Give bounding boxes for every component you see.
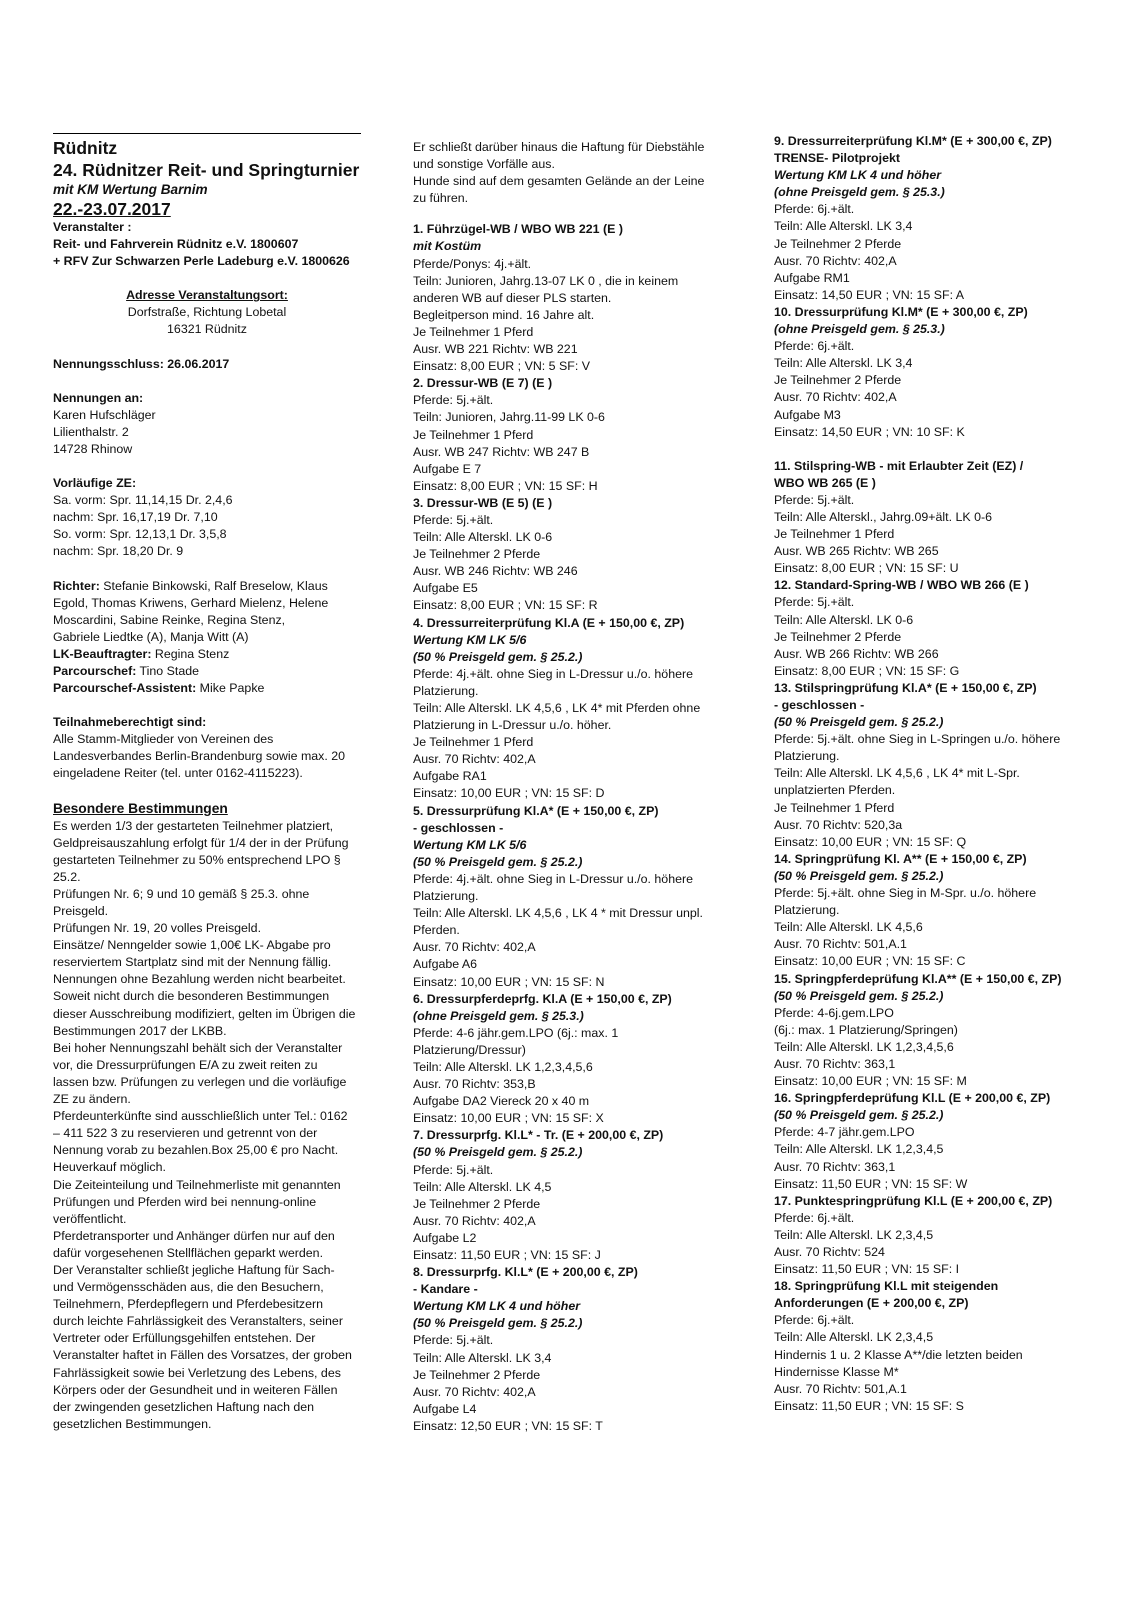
competition-note: (50 % Preisgeld gem. § 25.2.) xyxy=(774,988,944,1003)
judges-names: Stefanie Binkowski, Ralf Breselow, Klaus xyxy=(99,578,328,593)
competition-detail: Pferde: 5j.+ält. xyxy=(413,1162,494,1177)
competition-detail: Pferde: 6j.+ält. xyxy=(774,1210,855,1225)
competition-detail: Teiln: Alle Alterskl. LK 4,5 xyxy=(413,1179,552,1194)
competition-detail: Teiln: Alle Alterskl. LK 3,4 xyxy=(413,1350,552,1365)
competition-item xyxy=(413,615,713,803)
competition-detail: Pferde: 5j.+ält. xyxy=(774,492,855,507)
competition-detail: Teiln: Alle Alterskl. LK 0-6 xyxy=(774,612,914,627)
competition-note: Wertung KM LK 4 und höher xyxy=(413,1299,581,1314)
competition-detail: Pferde/Ponys: 4j.+ält. xyxy=(413,256,532,271)
competition-title: 3. Dressur-WB (E 5) (E ) xyxy=(413,495,553,510)
competition-list-right xyxy=(774,133,1084,1415)
special-line: gestarteten Teilnehmer zu 50% entsprechend LPO § xyxy=(53,852,341,867)
competition-detail: Ausr. WB 246 Richtv: WB 246 xyxy=(413,564,578,579)
competition-detail: Ausr. WB 221 Richtv: WB 221 xyxy=(413,342,578,357)
competition-detail: Einsatz: 11,50 EUR ; VN: 15 SF: I xyxy=(774,1262,960,1277)
competition-detail: Teiln: Alle Alterskl., Jahrg.09+ält. LK 0-6 xyxy=(774,509,992,524)
competition-detail: Teiln: Alle Alterskl. LK 0-6 xyxy=(413,530,553,545)
entries-line: Lilienthalstr. 2 xyxy=(53,424,129,439)
competition-detail: Ausr. 70 Richtv: 402,A xyxy=(774,390,897,405)
competition-title: 8. Dressurprfg. Kl.L* (E + 200,00 €, ZP) xyxy=(413,1265,638,1280)
competition-item xyxy=(774,971,1084,1091)
competition-detail: Aufgabe RA1 xyxy=(413,769,487,784)
venue-line1: Dorfstraße, Richtung Lobetal xyxy=(127,305,287,320)
competition-title: 1. Führzügel-WB / WBO WB 221 (E ) xyxy=(413,222,623,237)
competition-detail: Ausr. 70 Richtv: 402,A xyxy=(774,253,897,268)
competition-title: 7. Dressurprfg. Kl.L* - Tr. (E + 200,00 €, ZP) xyxy=(413,1128,664,1143)
competition-detail: Je Teilnehmer 2 Pferde xyxy=(774,373,902,388)
competition-detail: Anforderungen (E + 200,00 €, ZP) xyxy=(774,1296,969,1311)
competition-note: Wertung KM LK 5/6 xyxy=(413,632,527,647)
competition-detail: Aufgabe L2 xyxy=(413,1230,477,1245)
competition-note: (50 % Preisgeld gem. § 25.2.) xyxy=(413,854,583,869)
competition-item xyxy=(413,803,713,991)
competition-note: Wertung KM LK 5/6 xyxy=(413,837,527,852)
competition-detail: Teiln: Alle Alterskl. LK 3,4 xyxy=(774,356,913,371)
entries-line: 14728 Rhinow xyxy=(53,441,133,456)
spacer xyxy=(774,441,1084,458)
competition-item xyxy=(774,1090,1084,1193)
competition-detail: - Kandare - xyxy=(413,1282,478,1297)
lk-label: LK-Beauftragter: xyxy=(53,646,152,661)
competition-detail: Je Teilnehmer 1 Pferd xyxy=(413,735,534,750)
special-line: Pferdetransporter und Anhänger dürfen nur auf den xyxy=(53,1228,335,1243)
special-line: gesetzlichen Bestimmungen. xyxy=(53,1416,212,1431)
schedule-line: Sa. vorm: Spr. 11,14,15 Dr. 2,4,6 xyxy=(53,493,233,508)
competition-detail: unplatzierten Pferden. xyxy=(774,783,896,798)
competition-detail: Ausr. WB 265 Richtv: WB 265 xyxy=(774,544,939,559)
special-line: 25.2. xyxy=(53,869,81,884)
competition-detail: Einsatz: 11,50 EUR ; VN: 15 SF: W xyxy=(774,1176,968,1191)
competition-detail: Ausr. 70 Richtv: 402,A xyxy=(413,1384,536,1399)
competition-item xyxy=(774,577,1084,680)
competition-detail: Ausr. 70 Richtv: 363,1 xyxy=(774,1056,896,1071)
competition-detail: Einsatz: 8,00 EUR ; VN: 15 SF: H xyxy=(413,478,598,493)
special-line: Der Veranstalter schließt jegliche Haftung für Sach- xyxy=(53,1262,335,1277)
competition-item xyxy=(413,1127,713,1264)
special-line: Soweit nicht durch die besonderen Bestimmungen xyxy=(53,989,330,1004)
competition-note: (50 % Preisgeld gem. § 25.2.) xyxy=(413,1316,583,1331)
competition-title: 13. Stilspringprüfung Kl.A* (E + 150,00 €, ZP) xyxy=(774,680,1037,695)
competition-detail: Ausr. 70 Richtv: 363,1 xyxy=(774,1159,896,1174)
competition-detail: Ausr. 70 Richtv: 402,A xyxy=(413,1213,536,1228)
event-subtitle: mit KM Wertung Barnim xyxy=(53,182,208,197)
competition-title: 10. Dressurprüfung Kl.M* (E + 300,00 €, ZP) xyxy=(774,304,1028,319)
competition-detail: Teiln: Junioren, Jahrg.11-99 LK 0-6 xyxy=(413,410,605,425)
event-date: 22.-23.07.2017 xyxy=(53,199,171,219)
competition-title: 11. Stilspring-WB - mit Erlaubter Zeit (EZ) / xyxy=(774,458,1024,473)
competition-note: (50 % Preisgeld gem. § 25.2.) xyxy=(774,1108,944,1123)
competition-detail: Teiln: Junioren, Jahrg.13-07 LK 0 , die in keinem xyxy=(413,273,679,288)
special-line: Pferdeunterkünfte sind ausschließlich unter Tel.: 0162 xyxy=(53,1109,348,1124)
competition-detail: Teiln: Alle Alterskl. LK 4,5,6 , LK 4 * mit Dressur unpl. xyxy=(413,906,703,921)
competition-item xyxy=(413,221,713,375)
competition-detail: Hindernisse Klasse M* xyxy=(774,1364,899,1379)
special-lines xyxy=(53,818,361,1433)
intro-line: Er schließt darüber hinaus die Haftung für Diebstähle xyxy=(413,140,705,154)
competition-detail: Platzierung/Dressur) xyxy=(413,1042,526,1057)
column-middle xyxy=(413,139,713,1435)
competition-title: 5. Dressurprüfung Kl.A* (E + 150,00 €, ZP) xyxy=(413,803,659,818)
competition-detail: Pferde: 5j.+ält. ohne Sieg in L-Springen u./o. höhere xyxy=(774,732,1061,747)
competition-detail: Hindernis 1 u. 2 Klasse A**/die letzten beiden xyxy=(774,1347,1023,1362)
schedule-line: So. vorm: Spr. 12,13,1 Dr. 3,5,8 xyxy=(53,527,227,542)
special-line: Prüfungen Nr. 6; 9 und 10 gemäß § 25.3. ohne xyxy=(53,886,310,901)
special-line: Körpers oder der Gesundheit und in weiteren Fällen xyxy=(53,1382,338,1397)
competition-detail: Ausr. 70 Richtv: 501,A.1 xyxy=(774,937,907,952)
competition-detail: Je Teilnehmer 2 Pferde xyxy=(774,629,902,644)
competition-item xyxy=(774,851,1084,971)
column-left xyxy=(53,133,361,1433)
entries-label: Nennungen an: xyxy=(53,390,144,405)
lk-value: Regina Stenz xyxy=(151,646,230,661)
competition-detail: Platzierung. xyxy=(413,683,479,698)
competition-item xyxy=(413,495,713,615)
competition-detail: Je Teilnehmer 1 Pferd xyxy=(413,324,534,339)
competition-item xyxy=(413,375,713,495)
eligibility-line: eingeladene Reiter (tel. unter 0162-4115223). xyxy=(53,766,303,781)
competition-detail: Pferde: 5j.+ält. xyxy=(413,1333,494,1348)
eligibility-block xyxy=(53,714,361,782)
special-line: Heuverkauf möglich. xyxy=(53,1160,166,1175)
course-label: Parcourschef: xyxy=(53,663,137,678)
special-line: Die Zeiteinteilung und Teilnehmerliste mit genannten xyxy=(53,1177,341,1192)
eligibility-line: Alle Stamm-Mitglieder von Vereinen des xyxy=(53,732,274,747)
competition-detail: Ausr. 70 Richtv: 353,B xyxy=(413,1077,536,1092)
competition-note: (ohne Preisgeld gem. § 25.3.) xyxy=(774,322,945,337)
schedule-block xyxy=(53,475,361,560)
competition-detail: Ausr. 70 Richtv: 402,A xyxy=(413,940,536,955)
competition-detail: Pferde: 6j.+ält. xyxy=(774,202,855,217)
competition-note: (50 % Preisgeld gem. § 25.2.) xyxy=(774,868,944,883)
eligibility-label: Teilnahmeberechtigt sind: xyxy=(53,715,207,730)
competition-detail: Pferde: 6j.+ält. xyxy=(774,339,855,354)
competition-detail: Pferde: 6j.+ält. xyxy=(774,1313,855,1328)
competition-detail: Je Teilnehmer 1 Pferd xyxy=(774,800,895,815)
competition-detail: - geschlossen - xyxy=(413,820,504,835)
competition-detail: Ausr. WB 247 Richtv: WB 247 B xyxy=(413,444,590,459)
competition-detail: WBO WB 265 (E ) xyxy=(774,475,876,490)
special-line: dieser Ausschreibung modifiziert, gelten im Übrigen die xyxy=(53,1006,356,1021)
competition-detail: Einsatz: 10,00 EUR ; VN: 15 SF: C xyxy=(774,954,966,969)
competition-detail: Pferde: 5j.+ält. xyxy=(413,393,494,408)
competition-detail: Pferde: 4-6 jähr.gem.LPO (6j.: max. 1 xyxy=(413,1025,619,1040)
competition-detail: Je Teilnehmer 1 Pferd xyxy=(774,527,895,542)
competition-note: (50 % Preisgeld gem. § 25.2.) xyxy=(413,649,583,664)
competition-item xyxy=(774,1278,1084,1415)
competition-detail: Je Teilnehmer 2 Pferde xyxy=(413,1367,541,1382)
competition-detail: Pferde: 5j.+ält. ohne Sieg in M-Spr. u./o. höhere xyxy=(774,886,1037,901)
competition-title: 9. Dressurreiterprüfung Kl.M* (E + 300,00 €, ZP) xyxy=(774,134,1052,148)
competition-detail: Aufgabe RM1 xyxy=(774,270,850,285)
competition-detail: Einsatz: 8,00 EUR ; VN: 15 SF: R xyxy=(413,598,598,613)
competition-detail: TRENSE- Pilotprojekt xyxy=(774,151,900,166)
special-line: ZE zu ändern. xyxy=(53,1092,131,1107)
course-line xyxy=(53,663,361,680)
spacer xyxy=(53,373,361,390)
competition-detail: Teiln: Alle Alterskl. LK 4,5,6 , LK 4* mit L-Spr. xyxy=(774,766,1020,781)
competition-detail: Teiln: Alle Alterskl. LK 1,2,3,4,5,6 xyxy=(774,1039,954,1054)
spacer xyxy=(53,339,361,356)
spacer xyxy=(53,697,361,714)
competition-detail: Teiln: Alle Alterskl. LK 4,5,6 , LK 4* mit Pferden ohne xyxy=(413,701,701,715)
organizer-2: + RFV Zur Schwarzen Perle Ladeburg e.V. 1800626 xyxy=(53,254,350,269)
special-line: veröffentlicht. xyxy=(53,1211,127,1226)
competition-title: 2. Dressur-WB (E 7) (E ) xyxy=(413,376,553,391)
competition-detail: Pferde: 4-6j.gem.LPO xyxy=(774,1005,894,1020)
special-line: und Vermögensschäden aus, die den Besuchern, xyxy=(53,1280,324,1295)
competition-title: 17. Punktespringprüfung Kl.L (E + 200,00 €, ZP) xyxy=(774,1193,1053,1208)
competition-detail: Platzierung. xyxy=(774,749,840,764)
special-line: Vertreter oder Erfüllungsgehilfen entstehen. Der xyxy=(53,1331,316,1346)
judges-label: Richter: xyxy=(53,578,100,593)
judges-line: Egold, Thomas Kriwens, Gerhard Mielenz, Helene xyxy=(53,595,329,610)
judges-line: Gabriele Liedtke (A), Manja Witt (A) xyxy=(53,629,249,644)
course-value: Tino Stade xyxy=(136,663,200,678)
assistant-label: Parcourschef-Assistent: xyxy=(53,681,197,696)
competition-detail: Teiln: Alle Alterskl. LK 2,3,4,5 xyxy=(774,1227,934,1242)
competition-detail: Teiln: Alle Alterskl. LK 3,4 xyxy=(774,219,913,234)
competition-note: (50 % Preisgeld gem. § 25.2.) xyxy=(413,1145,583,1160)
competition-detail: (6j.: max. 1 Platzierung/Springen) xyxy=(774,1022,958,1037)
competition-detail: Einsatz: 10,00 EUR ; VN: 15 SF: X xyxy=(413,1111,604,1126)
special-line: Es werden 1/3 der gestarteten Teilnehmer platziert, xyxy=(53,818,334,833)
special-line: Einsätze/ Nenngelder sowie 1,00€ LK- Abgabe pro xyxy=(53,938,331,953)
spacer xyxy=(53,458,361,475)
competition-detail: Ausr. WB 266 Richtv: WB 266 xyxy=(774,646,939,661)
venue-block xyxy=(53,287,361,338)
competition-detail: Teiln: Alle Alterskl. LK 1,2,3,4,5 xyxy=(774,1142,944,1157)
special-line: der zwingenden gesetzlichen Haftung nach den xyxy=(53,1399,315,1414)
schedule-label: Vorläufige ZE: xyxy=(53,476,137,491)
competition-detail: anderen WB auf dieser PLS starten. xyxy=(413,290,612,305)
event-place: Rüdnitz xyxy=(53,138,118,158)
competition-detail: Pferde: 4j.+ält. ohne Sieg in L-Dressur u./o. höhere xyxy=(413,666,693,681)
special-label: Besondere Bestimmungen xyxy=(53,800,228,816)
special-line: Bestimmungen 2017 der LKBB. xyxy=(53,1023,227,1038)
competition-title: 12. Standard-Spring-WB / WBO WB 266 (E ) xyxy=(774,578,1029,593)
officials-block xyxy=(53,578,361,698)
competition-detail: Einsatz: 10,00 EUR ; VN: 15 SF: Q xyxy=(774,834,967,849)
competition-detail: Pferden. xyxy=(413,923,460,938)
competition-detail: Einsatz: 14,50 EUR ; VN: 10 SF: K xyxy=(774,424,965,439)
special-line: Geldpreisauszahlung erfolgt für 1/4 der in der Prüfung xyxy=(53,835,349,850)
intro-line: Hunde sind auf dem gesamten Gelände an der Leine xyxy=(413,174,705,189)
competition-detail: Je Teilnehmer 2 Pferde xyxy=(413,1196,541,1211)
special-line: lassen bzw. Prüfungen zu verlegen und die vorläufige xyxy=(53,1074,347,1089)
assistant-line xyxy=(53,680,361,697)
intro-line: zu führen. xyxy=(413,191,469,206)
competition-detail: Teiln: Alle Alterskl. LK 1,2,3,4,5,6 xyxy=(413,1059,593,1074)
special-line: vor, die Dressurprüfungen E/A zu zweit reiten zu xyxy=(53,1057,318,1072)
competition-detail: Einsatz: 8,00 EUR ; VN: 15 SF: G xyxy=(774,663,960,678)
special-line: Fahrlässigkeit sowie bei Verletzung des Lebens, des xyxy=(53,1365,341,1380)
competition-title: 15. Springpferdeprüfung Kl.A** (E + 150,00 €, ZP) xyxy=(774,971,1062,986)
competition-detail: Einsatz: 11,50 EUR ; VN: 15 SF: S xyxy=(774,1398,964,1413)
competition-list-middle xyxy=(413,221,713,1435)
intro-line: und sonstige Vorfälle aus. xyxy=(413,157,555,172)
competition-detail: Einsatz: 10,00 EUR ; VN: 15 SF: D xyxy=(413,786,605,801)
entries-line: Karen Hufschläger xyxy=(53,407,156,422)
special-line: Preisgeld. xyxy=(53,904,109,918)
competition-detail: Teiln: Alle Alterskl. LK 2,3,4,5 xyxy=(774,1330,934,1345)
special-line: Nennung vorab zu bezahlen.Box 25,00 € pro Nacht. xyxy=(53,1143,339,1158)
event-title: 24. Rüdnitzer Reit- und Springturnier xyxy=(53,160,360,180)
schedule-line: nachm: Spr. 16,17,19 Dr. 7,10 xyxy=(53,510,218,525)
competition-detail: Aufgabe E5 xyxy=(413,581,478,596)
special-line: dafür vorgesehenen Stellflächen geparkt werden. xyxy=(53,1245,324,1260)
competition-item xyxy=(413,1264,713,1435)
spacer xyxy=(413,207,713,221)
competition-detail: Aufgabe E 7 xyxy=(413,461,482,476)
competition-note: (ohne Preisgeld gem. § 25.3.) xyxy=(774,185,945,200)
schedule-line: nachm: Spr. 18,20 Dr. 9 xyxy=(53,544,184,559)
competition-detail: Einsatz: 12,50 EUR ; VN: 15 SF: T xyxy=(413,1418,603,1433)
spacer xyxy=(53,270,361,287)
liability-continued xyxy=(413,139,713,207)
competition-detail: Platzierung. xyxy=(413,889,479,904)
competition-title: 18. Springprüfung Kl.L mit steigenden xyxy=(774,1279,999,1294)
competition-detail: Einsatz: 8,00 EUR ; VN: 15 SF: U xyxy=(774,561,959,576)
special-line: Bei hoher Nennungszahl behält sich der Veranstalter xyxy=(53,1040,343,1055)
competition-note: Wertung KM LK 4 und höher xyxy=(774,168,942,183)
competition-item xyxy=(774,304,1084,458)
entries-block xyxy=(53,390,361,458)
special-line: Nennungen ohne Bezahlung werden nicht bearbeitet. xyxy=(53,972,346,987)
competition-detail: Teiln: Alle Alterskl. LK 4,5,6 xyxy=(774,920,923,935)
special-block xyxy=(53,800,361,1433)
competition-title: 6. Dressurpferdeprfg. Kl.A (E + 150,00 €, ZP) xyxy=(413,991,672,1006)
special-line: Prüfungen Nr. 19, 20 volles Preisgeld. xyxy=(53,921,262,936)
competition-detail: Ausr. 70 Richtv: 520,3a xyxy=(774,817,903,832)
competition-title: 14. Springprüfung Kl. A** (E + 150,00 €, ZP) xyxy=(774,851,1027,866)
venue-label: Adresse Veranstaltungsort: xyxy=(126,288,288,303)
column-right xyxy=(774,133,1084,1415)
competition-detail: Begleitperson mind. 16 Jahre alt. xyxy=(413,307,595,322)
deadline: Nennungsschluss: 26.06.2017 xyxy=(53,356,230,371)
competition-detail: - geschlossen - xyxy=(774,698,865,712)
competition-item xyxy=(774,133,1084,304)
competition-title: 16. Springpferdeprüfung Kl.L (E + 200,00 €, ZP) xyxy=(774,1091,1051,1106)
venue-line2: 16321 Rüdnitz xyxy=(167,322,247,337)
competition-detail: Pferde: 5j.+ält. xyxy=(413,512,494,527)
competition-detail: Pferde: 5j.+ält. xyxy=(774,595,855,610)
assistant-value: Mike Papke xyxy=(196,681,265,696)
competition-item xyxy=(413,991,713,1128)
competition-detail: Platzierung in L-Dressur u./o. höher. xyxy=(413,718,612,733)
competition-detail: Einsatz: 11,50 EUR ; VN: 15 SF: J xyxy=(413,1248,601,1262)
judges-line: Moscardini, Sabine Reinke, Regina Stenz, xyxy=(53,612,286,627)
competition-item xyxy=(774,1193,1084,1278)
competition-title: 4. Dressurreiterprüfung Kl.A (E + 150,00 €, ZP) xyxy=(413,615,685,630)
competition-detail: Ausr. 70 Richtv: 402,A xyxy=(413,752,536,767)
competition-note: mit Kostüm xyxy=(413,239,482,254)
eligibility-line: Landesverbandes Berlin-Brandenburg sowie max. 20 xyxy=(53,749,346,764)
competition-detail: Aufgabe DA2 Viereck 20 x 40 m xyxy=(413,1094,590,1109)
organizer-label: Veranstalter : xyxy=(53,220,132,234)
spacer xyxy=(53,561,361,578)
special-line: reserviertem Startplatz sind mit der Nennung fällig. xyxy=(53,955,332,970)
competition-detail: Je Teilnehmer 1 Pferd xyxy=(413,427,534,442)
competition-item xyxy=(774,680,1084,851)
competition-detail: Aufgabe A6 xyxy=(413,957,478,972)
special-line: Prüfungen und Pferden wird bei nennung-online xyxy=(53,1194,317,1209)
competition-detail: Je Teilnehmer 2 Pferde xyxy=(413,547,541,562)
competition-note: (50 % Preisgeld gem. § 25.2.) xyxy=(774,715,944,730)
competition-detail: Platzierung. xyxy=(774,903,840,918)
spacer xyxy=(53,783,361,800)
competition-detail: Einsatz: 10,00 EUR ; VN: 15 SF: M xyxy=(774,1074,967,1089)
competition-item xyxy=(774,458,1084,578)
competition-detail: Einsatz: 10,00 EUR ; VN: 15 SF: N xyxy=(413,974,605,989)
competition-detail: Ausr. 70 Richtv: 524 xyxy=(774,1245,885,1259)
competition-detail: Ausr. 70 Richtv: 501,A.1 xyxy=(774,1381,907,1396)
competition-detail: Pferde: 4-7 jähr.gem.LPO xyxy=(774,1125,915,1140)
judges-line xyxy=(53,578,361,595)
competition-detail: Je Teilnehmer 2 Pferde xyxy=(774,236,902,251)
special-line: durch leichte Fahrlässigkeit des Veranstalters, seiner xyxy=(53,1314,343,1329)
special-line: Veranstalter haftet in Fällen des Vorsatzes, der groben xyxy=(53,1348,352,1363)
lk-line xyxy=(53,646,361,663)
competition-note: (ohne Preisgeld gem. § 25.3.) xyxy=(413,1008,584,1023)
special-line: – 411 522 3 zu reservieren und getrennt von der xyxy=(53,1126,318,1141)
competition-detail: Einsatz: 14,50 EUR ; VN: 15 SF: A xyxy=(774,287,965,302)
competition-detail: Aufgabe M3 xyxy=(774,407,841,422)
header-block xyxy=(53,133,361,270)
organizer-1: Reit- und Fahrverein Rüdnitz e.V. 1800607 xyxy=(53,237,299,252)
special-line: Teilnehmern, Pferdepflegern und Pferdebesitzern xyxy=(53,1297,324,1312)
competition-detail: Pferde: 4j.+ält. ohne Sieg in L-Dressur u./o. höhere xyxy=(413,871,693,886)
competition-detail: Einsatz: 8,00 EUR ; VN: 5 SF: V xyxy=(413,359,590,374)
competition-detail: Aufgabe L4 xyxy=(413,1401,477,1416)
